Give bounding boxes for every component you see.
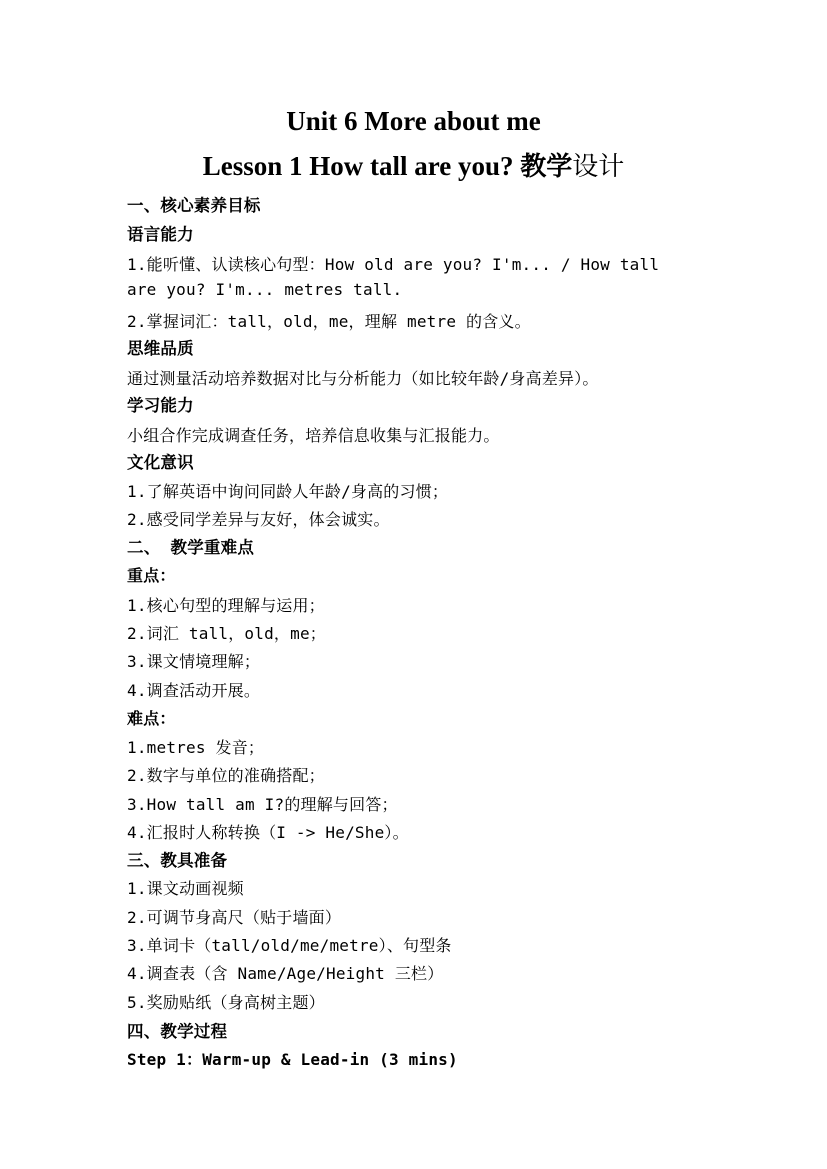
material-item-4: 4.调查表（含 Name/Age/Height 三栏） [127, 964, 444, 983]
subheading-key: 重点： [127, 566, 176, 585]
key-item-4: 4.调查活动开展。 [127, 681, 261, 700]
material-item-5: 5.奖励贴纸（身高树主题） [127, 993, 325, 1012]
difficult-item-4: 4.汇报时人称转换（I -> He/She）。 [127, 823, 409, 842]
language-item-1a: 1.能听懂、认读核心句型：How old are you? I'm... / How tall [127, 255, 660, 274]
step-1-heading: Step 1：Warm-up & Lead-in (3 mins) [127, 1050, 458, 1069]
language-item-2: 2.掌握词汇：tall，old，me，理解 metre 的含义。 [127, 312, 531, 331]
material-item-3: 3.单词卡（tall/old/me/metre）、句型条 [127, 936, 452, 955]
difficult-item-2: 2.数字与单位的准确搭配； [127, 766, 325, 785]
difficult-item-1: 1.metres 发音； [127, 738, 265, 757]
unit-title: Unit 6 More about me [286, 106, 541, 136]
material-item-1: 1.课文动画视频 [127, 879, 244, 898]
lesson-title-cn: 设计 [572, 152, 625, 182]
section-heading-goals: 一、核心素养目标 [127, 196, 261, 215]
subheading-difficult: 难点： [127, 709, 176, 728]
section-heading-keypoints: 二、 教学重难点 [127, 538, 255, 557]
culture-item-1: 1.了解英语中询问同龄人年龄/身高的习惯； [127, 482, 449, 501]
lesson-title-en: Lesson 1 How tall are you? [202, 151, 521, 181]
thinking-item: 通过测量活动培养数据对比与分析能力（如比较年龄/身高差异）。 [127, 369, 599, 388]
lesson-title [0, 146, 827, 183]
subheading-thinking: 思维品质 [127, 339, 194, 358]
subheading-culture: 文化意识 [127, 453, 194, 472]
key-item-3: 3.课文情境理解； [127, 652, 261, 671]
difficult-item-3: 3.How tall am I?的理解与回答； [127, 795, 398, 814]
subheading-learning: 学习能力 [127, 396, 194, 415]
learning-item: 小组合作完成调查任务，培养信息收集与汇报能力。 [127, 426, 500, 445]
material-item-2: 2.可调节身高尺（贴于墙面） [127, 908, 342, 927]
lesson-title-cn-bold: 教学 [520, 152, 573, 182]
language-item-1b: are you? I'm... metres tall. [127, 280, 403, 299]
key-item-1: 1.核心句型的理解与运用； [127, 596, 325, 615]
key-item-2: 2.词汇 tall，old，me； [127, 624, 326, 643]
culture-item-2: 2.感受同学差异与友好，体会诚实。 [127, 510, 390, 529]
subheading-language: 语言能力 [127, 225, 194, 244]
section-heading-materials: 三、教具准备 [127, 851, 228, 870]
section-heading-process: 四、教学过程 [127, 1022, 228, 1041]
